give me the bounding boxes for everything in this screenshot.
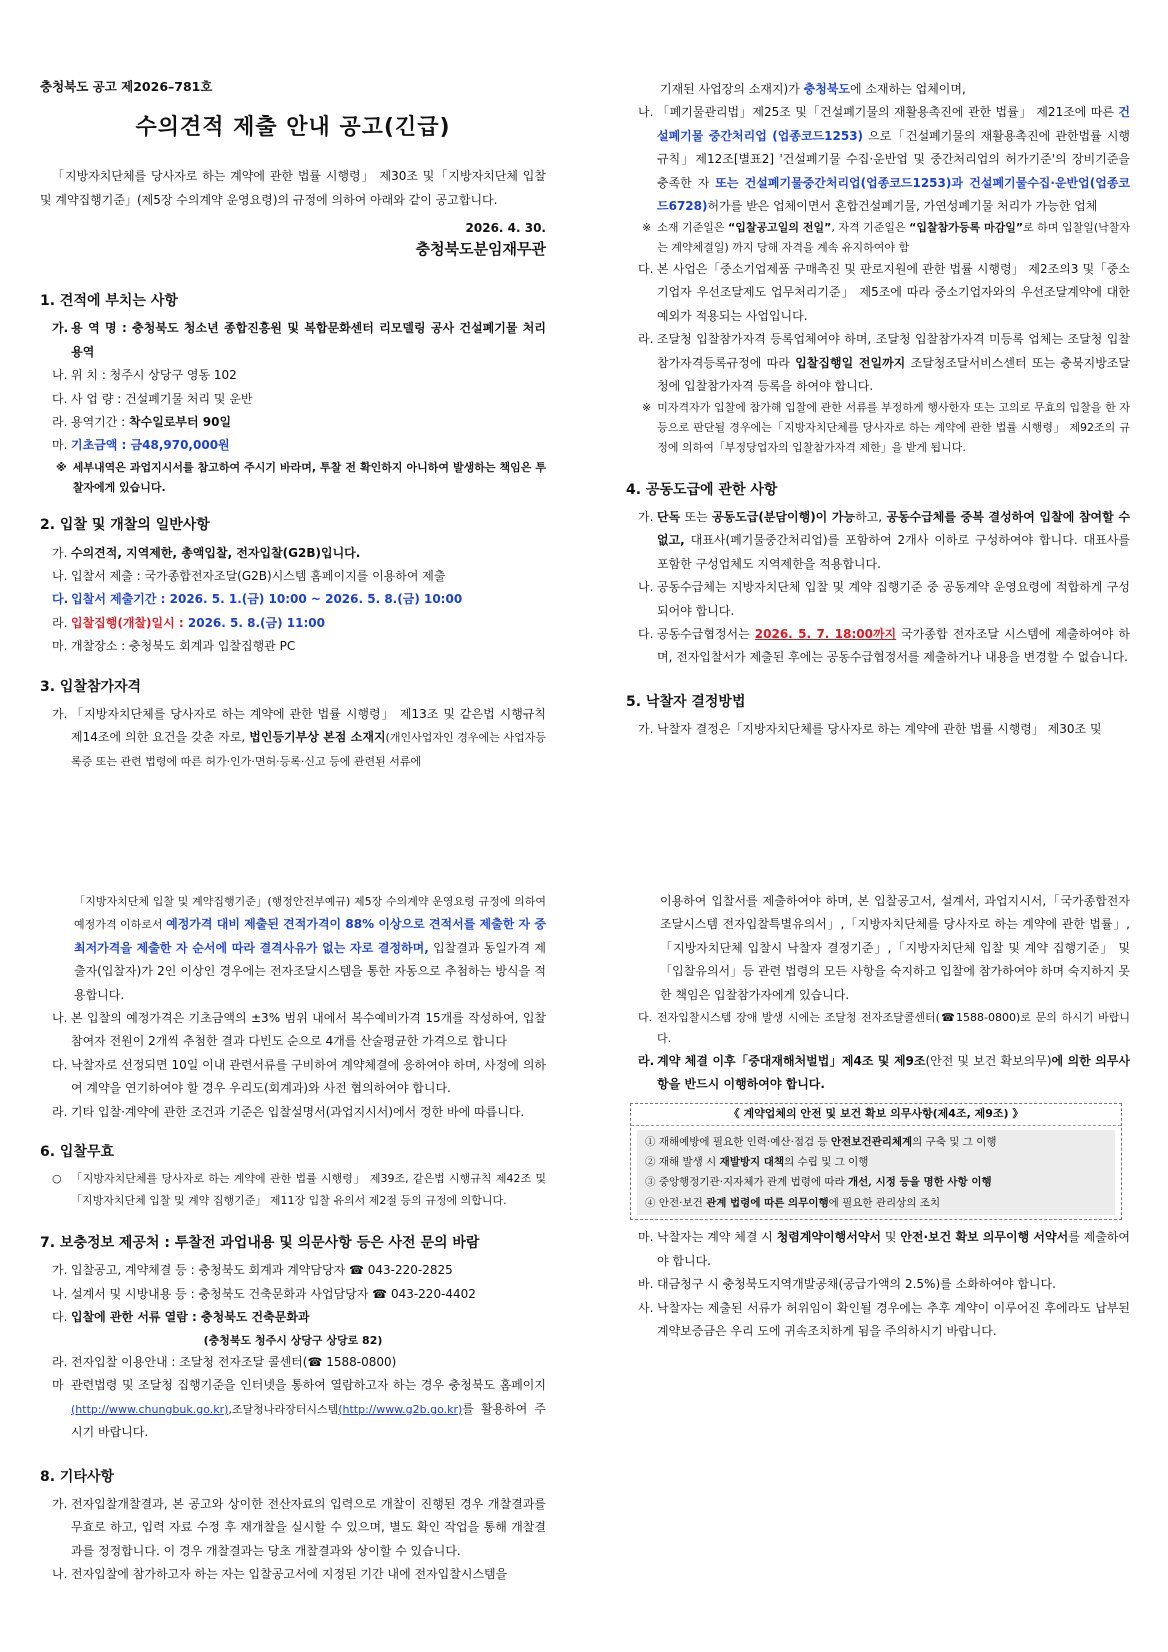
quantity-value: 건설폐기물 처리 및 운반 [125,391,253,406]
pledge-text: 낙찰자는 계약 체결 시 [657,1230,777,1245]
note-text: 로 하며 입찰일(낙찰자는 계약체결일) 까지 당해 자격을 계속 유지하여야 함 [657,221,1130,255]
item-marker: 가. [638,722,654,736]
safety-text: ③ 중앙행정기관·지자체가 관계 법령에 따라 [645,1176,848,1189]
service-name-value: 충청북도 청소년 종합진흥원 및 복합문화센터 리모델링 공사 건설폐기물 처리 용역 [71,321,546,359]
item-marker: 다. [52,391,68,406]
other-conditions-text: 기타 입찰·계약에 관한 조건과 기준은 입찰설명서(과업지시서)에서 정한 바에 따릅니다. [71,1104,525,1119]
invalid-bid-text: 「지방자치단체를 당사자로 하는 계약에 관한 법률 시행령」 제39조, 같은법 시행규칙 제42조 및「지방자치단체 입찰 및 계약 집행기준」 제11장 입찰 유의서 제2절 등의 규정에 의합니다. [71,1172,546,1207]
item-marker: 라. [52,415,68,430]
item-marker: 마. [52,438,68,453]
period-label: 용역기간 : [71,415,130,430]
opening-place-text: 개찰장소 : 충청북도 회계과 입찰집행관 PC [71,639,296,654]
opening-datetime-value: 2026. 5. 8.(금) 11:00 [187,615,325,630]
s5-item-a [638,718,1130,741]
s2-item-e [52,635,546,658]
item-marker: 나. [52,1567,68,1582]
notice-number: 충청북도 공고 제2026–781호 [40,79,213,94]
submission-method-text: 입찰서 제출 : 국가종합전자조달(G2B)시스템 홈페이지를 이용하여 제출 [71,569,446,584]
s8-item-b [52,1563,546,1586]
continued-text: 기재된 사업장의 소재지)가 [660,82,804,96]
joint-text: 하고, [855,509,887,524]
service-name-label: 용 역 명 : [71,321,133,336]
item-marker: 다. [638,626,654,641]
s2-item-b [52,565,546,588]
s8-item-d [638,1050,1130,1097]
item-marker: 다. [52,1057,68,1072]
s5-item-a-continued [40,890,546,1007]
joint-rule-text: 공동수급체는 지방자치단체 입찰 및 계약 집행기준 중 공동계약 운영요령에 적합하게 구성되어야 합니다. [657,580,1130,618]
base-amount-value: 금48,970,000원 [130,438,230,453]
item-marker: 가. [52,706,68,721]
award-text: 입찰결과 동일가격 제출자(입찰자)가 2인 이상인 경우에는 전자조달시스템을 통한 자동으로 추첨하는 방식을 적용합니다. [74,940,547,1002]
qualification-note-text: (개인사업자인 경우에는 사업자등록증 또는 관련 법령에 따른 허가·인가·면허·등록·신고 등에 관련된 서류에 [71,731,546,768]
estimated-price-text: 본 입찰의 예정가격은 기초금액의 ±3% 범위 내에서 복수예비가격 15개를 작성하여, 입찰 참여자 전원이 2개씩 추첨한 결과 다빈도 순으로 4개를 산술평균한 가격으로 합니다 [71,1010,546,1049]
item-marker: 나. [52,569,68,584]
s7-item-c [52,1306,546,1329]
s5-item-d [52,1101,546,1124]
chungbuk-homepage-link[interactable]: (http://www.chungbuk.go.kr) [71,1402,229,1416]
head-office-text: 법인등기부상 본점 소재지 [249,730,386,745]
base-amount-label: 기초금액 : [71,438,131,453]
item-marker: 라. [52,615,68,630]
safety-text: 개선, 시정 등을 명한 사항 이행 [847,1176,992,1189]
top-right-column [626,78,1130,741]
item-marker: 마 [52,1378,64,1393]
s1-item-e [52,434,546,457]
item-marker: 다. [52,1310,68,1325]
item-marker: 가. [52,545,68,560]
g2b-link[interactable]: (http://www.g2b.go.kr) [338,1402,463,1416]
bottom-right-column [626,890,1130,1343]
item-marker: ○ [52,1172,62,1186]
safety-item-2 [645,1152,1107,1172]
continued-text: 에 소재하는 업체이며, [850,82,966,96]
section-6-title: 6. 입찰무효 [40,1143,115,1160]
s3-item-a [52,703,546,773]
reopening-text: 전자입찰개찰결과, 본 공고와 상이한 전산자료의 입력으로 개찰이 진행된 경우 개찰결과를 무효로 하고, 입력 자료 수정 후 재개찰을 실시할 수 있으며, 별도 확인 작업을 통해 개찰결과를 정정합니다. 이 경우 개찰결과는 당초 개찰결과와 상이할 수 있습니다. [71,1496,546,1558]
callcenter-text: 전자입찰 이용안내 : 조달청 전자조달 콜센터(☎ 1588-0800) [71,1354,397,1369]
item-marker: 나. [52,1010,68,1025]
bottom-left-column [40,890,546,1586]
item-marker: 나. [638,105,654,120]
note-text: “입찰공고일의 전일” [728,221,832,235]
s2-item-c [52,588,546,611]
region-text: 충청북도 [803,82,851,96]
s4-item-b [638,576,1130,623]
item-marker: 가. [52,321,69,336]
item-marker: 다. [52,592,69,607]
item-marker: 가. [638,509,654,524]
intro-paragraph: 「지방자치단체를 당사자로 하는 계약에 관한 법률 시행령」 제30조 및「지방자치단체 입찰 및 계약집행기준」(제5장 수의계약 운영요령)의 규정에 의하여 아래와 같이 공고합니다. [40,169,546,208]
safety-text: ② 재해 발생 시 [645,1156,720,1169]
s1-note [56,458,546,498]
note-marker: ※ [56,460,67,474]
award-criteria-text: 예정가격 대비 제출된 견적가격이 88% 이상으로 견적서를 제출한 자 중 최저가격을 제출한 자 순서에 따라 결격사유가 없는 자로 결정하며, [74,917,546,955]
page-bottom-half [0,880,1168,1652]
section-7-title: 7. 보충정보 제공처 : 투찰전 과업내용 및 의문사항 등은 사전 문의 바람 [40,1235,480,1252]
pledge-text: 및 [881,1230,901,1245]
item-marker: 가. [52,1496,68,1511]
s1-item-d [52,411,546,434]
s7-item-d [52,1351,546,1374]
joint-text: 또는 [680,509,712,524]
note-marker: ※ [642,401,652,415]
safety-item-1 [645,1132,1107,1152]
item-marker: 나. [638,580,654,595]
item-marker: 라. [52,1104,68,1119]
award-text: 「지방자치단체 입찰 및 계약집행기준」(행정안전부예규) 제5장 수의계약 운영요령 규정에 의하여 예정가격 이하로서 [74,895,546,932]
serious-accident-text: 계약 체결 이후「중대재해처벌법」제4조 및 제9조 [657,1053,926,1068]
serious-accident-text: (안전 및 보건 확보의무) [925,1053,1052,1068]
s1-item-b [52,364,546,387]
contract-signing-text: 낙찰자로 선정되면 10일 이내 관련서류를 구비하여 계약체결에 응하여야 하며, 사정에 의하여 계약을 연기하여야 할 경우 우리도(회계과)와 사전 협의하여야 합니다. [71,1057,546,1096]
note-text: “입찰참가등록 마감일” [909,221,1024,235]
s3-item-a-continued [626,78,1130,101]
agreement-text: 공동수급협정서는 [657,626,755,641]
s4-item-c [638,623,1130,670]
reference-text: ,조달청나라장터시스템 [228,1402,339,1416]
issuer: 충청북도분임재무관 [415,240,546,259]
s8-item-f [638,1273,1130,1296]
s8-item-a [52,1493,546,1563]
section-8-title: 8. 기타사항 [40,1468,115,1485]
contact-contract-text: 입찰공고, 계약체결 등 : 충청북도 회계과 계약담당자 ☎ 043-220-2825 [71,1263,453,1278]
registration-deadline-text: 입찰집행일 전일까지 [795,355,906,370]
item-marker: 사. [638,1300,654,1315]
license-code-text: 건설폐기물 중간처리업 (업종코드1253) [657,105,1130,143]
false-document-text: 낙찰자는 제출된 서류가 허위임이 확인될 경우에는 추후 계약이 이루어진 후에라도 납부된 계약보증금은 우리 도에 귀속조치하게 됨을 주의하시기 바랍니다. [657,1300,1130,1338]
pledge-text: 청렴계약이행서약서 [776,1230,882,1245]
location-label: 위 치 : [71,368,110,383]
s8-item-g [638,1297,1130,1344]
submission-period-text: 입찰서 제출기간 : 2026. 5. 1.(금) 10:00 ~ 2026. 5. 8.(금) 10:00 [71,592,463,607]
s4-item-a [638,506,1130,576]
reference-text: 관련법령 및 조달청 집행기준을 인터넷을 통하여 열람하고자 하는 경우 충청북도 홈페이지 [71,1378,546,1393]
safety-box-title: 《 계약업체의 안전 및 보건 확보 의무사항(제4조, 제9조) 》 [631,1104,1121,1126]
s8-item-b-continued: 이용하여 입찰서를 제출하여야 하며, 본 입찰공고서, 설계서, 과업지시서,「국가종합전자조달시스템 전자입찰특별유의서」,「지방자치단체를 당사자로 하는 계약에 관한 법률」,「지방자치단체 입찰시 낙찰자 결정기준」,「지방자치단체 입찰 및 계약 집행기준」 및「입찰유의서」등 관련 법령의 모든 사항을 숙지하고 입찰에 참가하여야 하며 숙지하지 못한 책임은 입찰참가자에게 있습니다. [660,894,1130,1002]
section-3-title: 3. 입찰참가자격 [40,678,142,695]
note-text: 세부내역은 과업지시서를 참고하여 주시기 바라며, 투찰 전 확인하지 아니하여 발생하는 책임은 투찰자에게 있습니다. [72,460,546,494]
notice-date: 2026. 4. 30. [465,221,546,236]
reference-text: 를 활용하여 주시기 바랍니다. [71,1401,546,1440]
s7-item-a [52,1259,546,1282]
period-value: 착수일로부터 90일 [129,415,232,430]
item-marker: 마. [638,1230,654,1245]
item-marker: 다. [638,1010,653,1024]
item-marker: 나. [52,1286,68,1301]
license-text: 「폐기물관리법」제25조 및「건설폐기물의 재활용촉진에 관한 법률」 제21조에 따른 [657,105,1119,120]
safety-text: 의 구축 및 그 이행 [912,1135,997,1148]
license-alt-text: 또는 건설폐기물중간처리업(업종코드1253)과 건설폐기물수집·운반업(업종코드6728) [657,175,1130,213]
note-text: 미자격자가 입찰에 참가해 입찰에 관한 서류를 부정하게 행사한자 또는 고의로 무효의 입찰을 한 자 등으로 판단될 경우에는「지방자치단체를 당사자로 하는 계약에 관한 법률 시행령」 제92조의 규정에 의하여「부정당업자의 입찰참가자격 제한」을 받게 됩니다. [657,401,1130,454]
safety-obligations-box [630,1103,1122,1221]
s3-item-d [638,328,1130,398]
s8-item-c [638,1007,1130,1050]
note-text: , 자격 기준일은 [831,221,910,235]
safety-text: 에 필요한 관리상의 조치 [828,1196,941,1209]
note-marker: ※ [642,221,652,235]
license-text: 으로「건설폐기물의 재활용촉진에 관한법률 시행규칙」제12조[별표2] '건설폐기물 수집·운반업 및 중간처리업의 허가기준'의 장비기준을 충족한 자 [657,128,1130,190]
s3-item-b [638,101,1130,218]
section-1-title: 1. 견적에 부치는 사항 [40,293,178,310]
safety-text: ① 재해예방에 필요한 인력·예산·점검 등 [645,1135,832,1148]
sme-exception-text: 본 사업은「중소기업제품 구매촉진 및 판로지원에 관한 법률 시행령」 제2조의3 및「중소기업자 우선조달제도 업무처리기준」 제5조에 따라 중소기업자와의 우선조달계약에 대한 예외가 적용되는 사업입니다. [657,261,1130,323]
joint-text: 단독 [657,509,681,524]
joint-text: 대표사(폐기물중간처리업)를 포함하여 2개사 이하로 구성하여야 합니다. 대표사를 포함한 구성업체도 지역제한을 적용합니다. [657,533,1130,571]
qualification-text: 「지방자치단체를 당사자로 하는 계약에 관한 법률 시행령」 제13조 및 같은법 시행규칙 제14조에 의한 요건을 갖춘 자로, [71,706,546,745]
safety-list [637,1130,1115,1216]
system-failure-text: 전자입찰시스템 장애 발생 시에는 조달청 전자조달콜센터(☎1588-0800)로 문의 하시기 바랍니다. [657,1010,1130,1046]
note-text: 소재 기준일은 [657,221,728,235]
award-method-text: 낙찰자 결정은「지방자치단체를 당사자로 하는 계약에 관한 법률 시행령」 제30조 및 [657,722,1102,736]
s3-item-c [638,258,1130,328]
s3-note-2 [642,398,1130,457]
opening-datetime-label: 입찰집행(개찰)일시 : [71,615,188,630]
s5-item-c [52,1054,546,1101]
item-marker: 다. [638,261,654,276]
s7-item-e [52,1374,546,1444]
s1-item-a [52,317,546,364]
joint-text: 공동도급(분담이행)이 가능 [711,509,856,524]
item-marker: 바. [638,1277,654,1292]
safety-text: 재발방지 대책 [719,1156,785,1169]
safety-item-3 [645,1172,1107,1192]
section-4-title: 4. 공동도급에 관한 사항 [626,481,778,498]
s8-item-e [638,1226,1130,1273]
agreement-deadline: 2026. 5. 7. 18:00까지 [754,626,897,641]
safety-item-4 [645,1193,1107,1213]
registration-text: 조달청조달서비스센터 또는 충북지방조달청에 입찰참가자격 등록을 하여야 합니다. [657,355,1130,393]
bond-text: 대금청구 시 충청북도지역개발공채(공급가액의 2.5%)를 소화하여야 합니다. [657,1277,1056,1292]
s7-item-b [52,1283,546,1306]
top-left-column [40,78,546,773]
registration-text: 조달청 입찰참가자격 등록업체여야 하며, 조달청 입찰참가자격 미등록 업체는 조달청 입찰참가자격등록규정에 따라 [657,332,1130,370]
section-5-title: 5. 낙찰자 결정방법 [626,693,746,710]
section-2-title: 2. 입찰 및 개찰의 일반사항 [40,517,210,534]
item-marker: 마. [52,639,68,654]
safety-text: 의 수립 및 그 이행 [784,1156,869,1169]
safety-text: ④ 안전·보건 [645,1196,707,1209]
document-viewing-address: (충청북도 청주시 상당구 상당로 82) [203,1333,383,1347]
e-bid-text: 전자입찰에 참가하고자 하는 자는 입찰공고서에 지정된 기간 내에 전자입찰시스템을 [71,1567,508,1582]
document-viewing-text: 입찰에 관한 서류 열람 : 충청북도 건축문화과 [71,1310,310,1325]
quantity-label: 사 업 량 : [71,391,126,406]
item-marker: 가. [52,1263,68,1278]
location-value: 청주시 상당구 영동 102 [109,368,237,383]
s2-item-a [52,542,546,565]
item-marker: 라. [638,332,654,347]
agreement-text: 국가종합 전자조달 시스템에 제출하여야 하며, 전자입찰서가 제출된 후에는 공동수급협정서를 제출하거나 내용을 변경할 수 없습니다. [657,626,1130,665]
s3-note-1 [642,218,1130,258]
notice-title: 수의견적 제출 안내 공고(긴급) [135,115,451,141]
item-marker: 나. [52,368,68,383]
item-marker: 라. [52,1354,68,1369]
license-text: 허가를 받은 업체이면서 혼합건설폐기물, 가연성폐기물 처리가 가능한 업체 [707,198,1098,213]
joint-text: 공동수급체를 중복 결성하여 입찰에 참여할 수 없고, [657,509,1130,548]
serious-accident-text: 에 의한 의무사항을 반드시 이행하여야 합니다. [657,1053,1130,1092]
bid-type-text: 수의견적, 지역제한, 총액입찰, 전자입찰(G2B)입니다. [71,545,361,560]
s6-item-a [52,1168,546,1211]
safety-text: 관계 법령에 따른 의무이행 [706,1196,829,1209]
s5-item-b [52,1007,546,1054]
pledge-text: 안전·보건 확보 의무이행 서약서 [900,1230,1069,1245]
contact-design-text: 설계서 및 시방내용 등 : 충청북도 건축문화과 사업담당자 ☎ 043-220-4402 [71,1286,476,1301]
safety-text: 안전보건관리체계 [831,1135,913,1148]
s2-item-d [52,612,546,635]
item-marker: 라. [638,1053,655,1068]
s1-item-c [52,388,546,411]
pledge-text: 를 제출하여야 합니다. [657,1230,1130,1268]
